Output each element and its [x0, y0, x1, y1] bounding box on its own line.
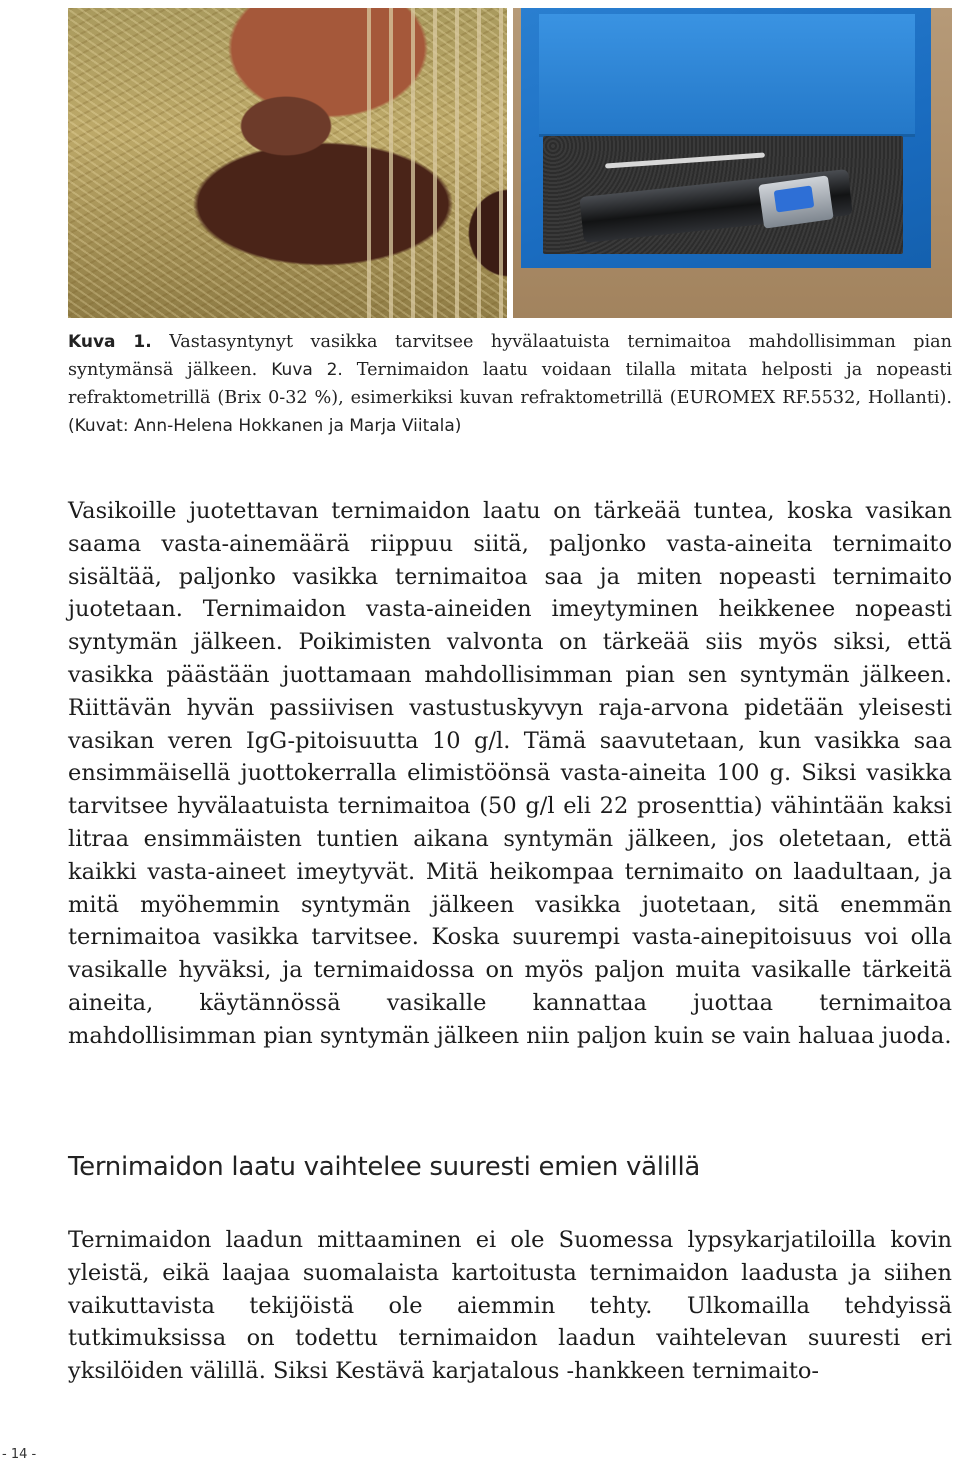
caption-label-1: Kuva 1. — [68, 332, 152, 352]
caption-credit: (Kuvat: Ann-Helena Hokkanen ja Marja Viitala) — [68, 416, 462, 436]
caption-text-1: Vastasyntynyt vasikka tarvitsee hyvälaatuista ternimaitoa mahdollisimman pian syntymänsä jälkeen. — [68, 332, 952, 380]
page-number: - 14 - — [2, 1447, 37, 1462]
photo-caption — [68, 328, 952, 440]
body-paragraph-2: Ternimaidon laadun mittaaminen ei ole Suomessa lypsykarjatiloilla kovin yleistä, eikä laajaa suomalaista kartoitusta ternimaidon laadusta ja siihen vaikuttavista tekijöistä ole aiemmin tehty. Ulkomailla tehdyissä tutkimuksissa on todettu ternimaidon laadun vaihtelevan suuresti eri yksilöiden välillä. Siksi Kestävä karjatalous -hankkeen ternimaito- — [68, 1227, 952, 1385]
photo-row — [68, 8, 952, 318]
caption-label-2: Kuva 2. — [271, 360, 343, 380]
blue-case-lid — [539, 14, 915, 137]
photo-newborn-calf — [68, 8, 507, 318]
pen-fence — [367, 8, 507, 318]
body-paragraph-1: Vasikoille juotettavan ternimaidon laatu on tärkeää tuntea, koska vasikan saama vasta-ainemäärä riippuu siitä, paljonko vasta-aineita ternimaito sisältää, paljonko vasikka ternimaitoa saa ja miten nopeasti ternimaito juotetaan. Ternimaidon vasta-aineiden imeytyminen heikkenee nopeasti syntymän jälkeen. Poikimisten valvonta on tärkeää siis myös siksi, että vasikka päästään juottamaan mahdollisimman pian sen syntymän jälkeen. Riittävän hyvän passiivisen vastustuskyvyn raja-arvona pidetään yleisesti vasikan veren IgG-pitoisuutta 10 g/l. Tämä saavutetaan, kun vasikka saa ensimmäisellä juottokerralla elimistöönsä vasta-aineita 100 g. Siksi vasikka tarvitsee hyvälaatuista ternimaitoa (50 g/l eli 22 prosenttia) vähintään kaksi litraa ensimmäisten tuntien aikana syntymän jälkeen, jos oletetaan, että kaikki vasta-aineet imeytyvät. Mitä heikompaa ternimaito on laadultaan, ja mitä myöhemmin syntymän jälkeen vasikka juotetaan, sitä enemmän ternimaitoa vasikka tarvitsee. Koska suurempi vasta-ainepitoisuus voi olla vasikalle hyväksi, ja ternimaidossa on myös paljon muita vasikalle tärkeitä aineita, käytännössä vasikalle kannattaa juottaa ternimaitoa mahdollisimman pian syntymän jälkeen niin paljon kuin se vain haluaa juoda. — [68, 498, 952, 1049]
photo-refractometer — [513, 8, 952, 318]
section-heading: Ternimaidon laatu vaihtelee suuresti emien välillä — [68, 1152, 701, 1182]
caption-text-2: Ternimaidon laatu voidaan tilalla mitata helposti ja nopeasti refraktometrillä (Brix 0-32 %), esimerkiksi kuvan refraktometrillä (EUROMEX RF.5532, Hollanti). — [68, 360, 953, 408]
